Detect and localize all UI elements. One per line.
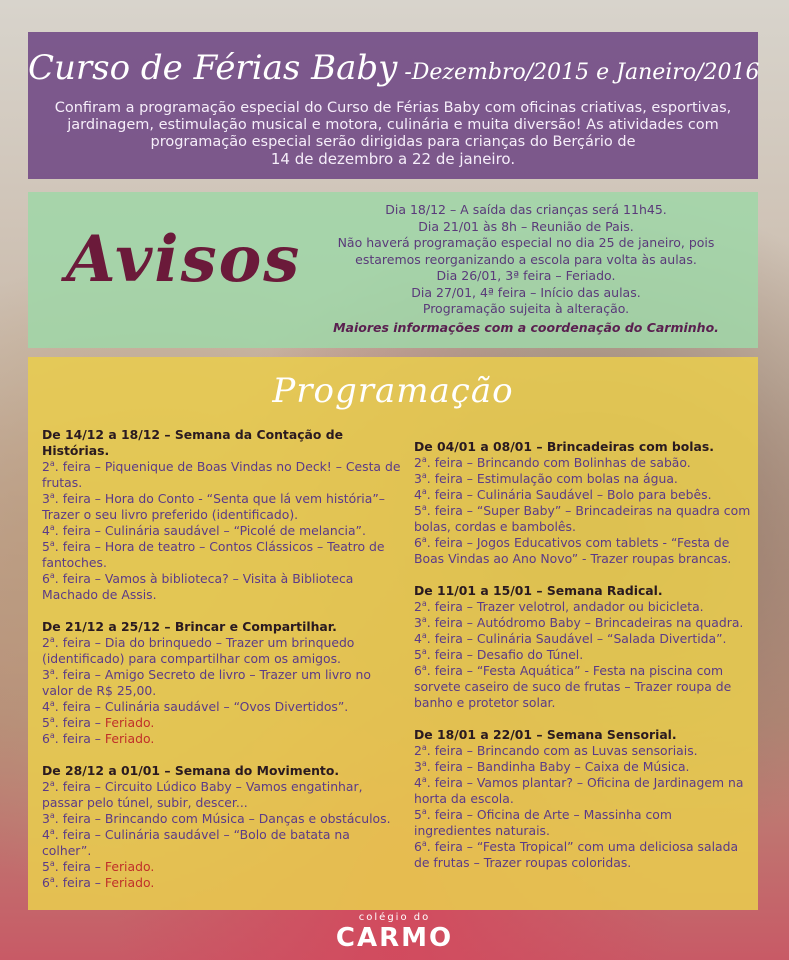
activity-item: 5$^a$. feira – Feriado. [42,858,155,874]
programacao-panel [28,357,758,910]
schedule-week [42,763,402,891]
aviso-item: Dia 21/01 às 8h – Reunião de Pais. [418,218,634,234]
holiday-label: Feriado. [104,715,155,730]
activity-item: 4$^a$. feira – Culinária Saudável – Bolo para bebês. [414,486,712,502]
aviso-item: Dia 18/12 – A saída das crianças será 11h45. [385,202,667,217]
ordinal-mark: a [49,826,55,836]
ordinal-mark: a [421,758,427,768]
ordinal-mark: a [49,666,55,676]
title-main: Curso de Férias Baby [28,48,398,88]
week-title: De 18/01 a 22/01 – Semana Sensorial. [414,727,677,742]
week-activities [414,455,752,567]
schedule-week [42,427,402,603]
weekday-number: 6 [414,839,422,854]
ordinal-mark: a [49,490,55,500]
ordinal-mark: a [49,858,55,868]
activity-item: 6$^a$. feira – Feriado. [42,874,155,890]
ordinal-mark: a [49,538,55,548]
weekday-number: 3 [42,811,50,826]
aviso-item: Não haverá programação especial no dia 25 de janeiro, pois estaremos reorganizando a escola para volta às aulas. [337,235,715,267]
activity-item: 6$^a$. feira – Feriado. [42,730,155,746]
weekday-number: 3 [42,491,50,506]
description-dates: 14 de dezembro a 22 de janeiro. [270,150,516,168]
week-title: De 04/01 a 08/01 – Brincadeiras com bolas. [414,439,715,454]
weekday-number: 2 [414,743,422,758]
activity-item: 3$^a$. feira – Autódromo Baby – Brincadeiras na quadra. [414,614,744,630]
ordinal-mark: a [421,454,427,464]
activity-item: 4$^a$. feira – Culinária Saudável – “Salada Divertida”. [414,630,727,646]
ordinal-mark: a [49,458,55,468]
ordinal-mark: a [421,806,427,816]
schedule-week [414,439,752,567]
activity-text: feira – Jogos Educativos com tablets - “Festa de Boas Vindas ao Ano Novo” - Trazer roupas brancas. [414,535,732,566]
week-title: De 21/12 a 25/12 – Brincar e Compartilhar. [42,619,337,634]
activity-item: 4$^a$. feira – Culinária saudável – “Ovos Divertidos”. [42,698,349,714]
ordinal-mark: a [421,486,427,496]
school-logo [0,912,789,952]
activity-item: 6$^a$. feira – “Festa Tropical” com uma deliciosa salada de frutas – Trazer roupas coloridas. [414,838,739,870]
activity-item: 5$^a$. feira – Hora de teatro – Contos Clássicos – Teatro de fantoches. [42,538,385,570]
activity-item: 4$^a$. feira – Vamos plantar? – Oficina de Jardinagem na horta da escola. [414,774,744,806]
activity-text: feira – [58,715,105,730]
weekday-number: 3 [414,471,422,486]
activity-text: feira – [58,859,105,874]
schedule-week [42,619,402,747]
ordinal-mark: a [49,730,55,740]
page-title [28,46,758,90]
ordinal-mark: a [421,502,427,512]
weekday-number: 5 [42,715,50,730]
activity-item: 5$^a$. feira – Feriado. [42,714,155,730]
ordinal-mark: a [421,646,427,656]
weekday-number: 6 [42,731,50,746]
activity-item: 3$^a$. feira – Bandinha Baby – Caixa de Música. [414,758,690,774]
ordinal-mark: a [421,534,427,544]
title-sub: -Dezembro/2015 e Janeiro/2016 [397,60,760,85]
activity-text: feira – Amigo Secreto de livro – Trazer um livro no valor de R$ 25,00. [42,667,371,698]
weekday-number: 6 [414,535,422,550]
weekday-number: 4 [414,775,422,790]
week-title: De 14/12 a 18/12 – Semana da Contação de Histórias. [42,427,343,458]
activity-text: feira – “Super Baby” – Brincadeiras na quadra com bolas, cordas e bambolês. [414,503,751,534]
activity-item: 4$^a$. feira – Culinária saudável – “Picolé de melancia”. [42,522,366,538]
weekday-number: 4 [414,487,422,502]
weekday-number: 6 [42,875,50,890]
activity-text: feira – Piquenique de Boas Vindas no Deck! – Cesta de frutas. [42,459,401,490]
activity-text: feira – Vamos à biblioteca? – Visita à Biblioteca Machado de Assis. [42,571,354,602]
ordinal-mark: a [421,742,427,752]
activity-item: 3$^a$. feira – Estimulação com bolas na água. [414,470,678,486]
activity-text: feira – Autódromo Baby – Brincadeiras na quadra. [430,615,744,630]
ordinal-mark: a [421,630,427,640]
avisos-title: Avisos [66,222,302,297]
activity-text: feira – Brincando com as Luvas sensoriais. [430,743,698,758]
activity-text: feira – Desafio do Túnel. [430,647,584,662]
activity-text: feira – Culinária saudável – “Picolé de melancia”. [58,523,366,538]
activity-text: feira – [58,731,105,746]
week-activities [414,599,752,711]
ordinal-mark: a [421,662,427,672]
weekday-number: 5 [414,807,422,822]
activity-item: 5$^a$. feira – Oficina de Arte – Massinha com ingredientes naturais. [414,806,672,838]
ordinal-mark: a [49,714,55,724]
header-panel [28,32,758,179]
ordinal-mark: a [49,698,55,708]
activity-item: 2$^a$. feira – Brincando com Bolinhas de sabão. [414,454,691,470]
activity-item: 3$^a$. feira – Brincando com Música – Danças e obstáculos. [42,810,391,826]
ordinal-mark: a [421,838,427,848]
activity-text: feira – Circuito Lúdico Baby – Vamos engatinhar, passar pelo túnel, subir, descer... [42,779,363,810]
week-title: De 28/12 a 01/01 – Semana do Movimento. [42,763,340,778]
weekday-number: 6 [42,571,50,586]
weekday-number: 3 [414,615,422,630]
weekday-number: 5 [42,859,50,874]
activity-item: 6$^a$. feira – Vamos à biblioteca? – Visita à Biblioteca Machado de Assis. [42,570,354,602]
ordinal-mark: a [49,874,55,884]
activity-item: 2$^a$. feira – Dia do brinquedo – Trazer um brinquedo (identificado) para compartilhar com os amigos. [42,634,355,666]
schedule-column-right [414,439,752,887]
activity-text: feira – Culinária saudável – “Bolo de batata na colher”. [42,827,350,858]
avisos-footer: Maiores informações com a coordenação do Carminho. [333,319,719,335]
ordinal-mark: a [421,598,427,608]
weekday-number: 5 [414,503,422,518]
ordinal-mark: a [49,778,55,788]
activity-item: 3$^a$. feira – Amigo Secreto de livro – Trazer um livro no valor de R$ 25,00. [42,666,371,698]
ordinal-mark: a [49,522,55,532]
activity-item: 2$^a$. feira – Circuito Lúdico Baby – Vamos engatinhar, passar pelo túnel, subir, descer... [42,778,363,810]
week-activities [42,635,402,747]
holiday-label: Feriado. [104,731,155,746]
weekday-number: 5 [42,539,50,554]
activity-text: feira – Hora de teatro – Contos Clássicos – Teatro de fantoches. [42,539,385,570]
ordinal-mark: a [49,634,55,644]
ordinal-mark: a [49,570,55,580]
week-activities [42,459,402,603]
weekday-number: 3 [42,667,50,682]
activity-text: feira – Culinária Saudável – Bolo para bebês. [430,487,712,502]
activity-item: 2$^a$. feira – Brincando com as Luvas sensoriais. [414,742,698,758]
activity-text: feira – Brincando com Música – Danças e obstáculos. [58,811,391,826]
weekday-number: 4 [42,827,50,842]
activity-text: feira – [58,875,105,890]
weekday-number: 6 [414,663,422,678]
weekday-number: 2 [42,779,50,794]
activity-item: 4$^a$. feira – Culinária saudável – “Bolo de batata na colher”. [42,826,350,858]
weekday-number: 4 [42,523,50,538]
ordinal-mark: a [421,614,427,624]
activity-text: feira – Bandinha Baby – Caixa de Música. [430,759,690,774]
weekday-number: 2 [414,599,422,614]
activity-item: 3$^a$. feira – Hora do Conto - “Senta que lá vem história”– Trazer o seu livro preferido (identificado). [42,490,385,522]
avisos-list [306,202,746,336]
schedule-week [414,583,752,711]
logo-big-text: CARMO [335,923,454,953]
logo-small-text: colégio do [358,912,431,923]
header-description [28,100,758,169]
activity-text: feira – Hora do Conto - “Senta que lá vem história”– Trazer o seu livro preferido (identificado). [42,491,385,522]
activity-text: feira – Vamos plantar? – Oficina de Jardinagem na horta da escola. [414,775,744,806]
activity-item: 2$^a$. feira – Piquenique de Boas Vindas no Deck! – Cesta de frutas. [42,458,401,490]
holiday-label: Feriado. [104,875,155,890]
activity-text: feira – Trazer velotrol, andador ou bicicleta. [430,599,704,614]
weekday-number: 2 [42,635,50,650]
ordinal-mark: a [421,470,427,480]
avisos-panel [28,192,758,348]
weekday-number: 2 [414,455,422,470]
ordinal-mark: a [421,774,427,784]
weekday-number: 2 [42,459,50,474]
activity-text: feira – “Festa Tropical” com uma deliciosa salada de frutas – Trazer roupas coloridas. [414,839,739,870]
programacao-title: Programação [272,371,514,411]
activity-text: feira – Culinária saudável – “Ovos Divertidos”. [58,699,349,714]
holiday-label: Feriado. [104,859,155,874]
activity-text: feira – Oficina de Arte – Massinha com ingredientes naturais. [414,807,672,838]
description-text: Confiram a programação especial do Curso de Férias Baby com oficinas criativas, esportivas, jardinagem, estimulação musical e motora, culinária e muita diversão! As atividades com programação especial serão dirigidas para crianças do Berçário de [54,100,732,150]
weekday-number: 3 [414,759,422,774]
aviso-item: Dia 27/01, 4ª feira – Início das aulas. [411,284,641,300]
activity-text: feira – Culinária Saudável – “Salada Divertida”. [430,631,727,646]
activity-item: 5$^a$. feira – Desafio do Túnel. [414,646,584,662]
activity-text: feira – Estimulação com bolas na água. [430,471,678,486]
activity-text: feira – Brincando com Bolinhas de sabão. [430,455,691,470]
activity-item: 2$^a$. feira – Trazer velotrol, andador ou bicicleta. [414,598,704,614]
week-activities [414,743,752,871]
week-title: De 11/01 a 15/01 – Semana Radical. [414,583,663,598]
week-activities [42,779,402,891]
activity-text: feira – “Festa Aquática” - Festa na piscina com sorvete caseiro de suco de frutas – Trazer roupa de banho e protetor solar. [414,663,732,710]
aviso-item: Dia 26/01, 3ª feira – Feriado. [436,268,616,283]
activity-item: 6$^a$. feira – “Festa Aquática” - Festa na piscina com sorvete caseiro de suco de frutas – Trazer roupa de banho e protetor solar. [414,662,732,710]
weekday-number: 4 [42,699,50,714]
schedule-week [414,727,752,871]
activity-text: feira – Dia do brinquedo – Trazer um brinquedo (identificado) para compartilhar com os amigos. [42,635,355,666]
activity-item: 5$^a$. feira – “Super Baby” – Brincadeiras na quadra com bolas, cordas e bambolês. [414,502,751,534]
weekday-number: 4 [414,631,422,646]
activity-item: 6$^a$. feira – Jogos Educativos com tablets - “Festa de Boas Vindas ao Ano Novo” - Trazer roupas brancas. [414,534,732,566]
ordinal-mark: a [49,810,55,820]
aviso-item: Programação sujeita à alteração. [422,301,630,316]
schedule-column-left [42,427,402,907]
weekday-number: 5 [414,647,422,662]
